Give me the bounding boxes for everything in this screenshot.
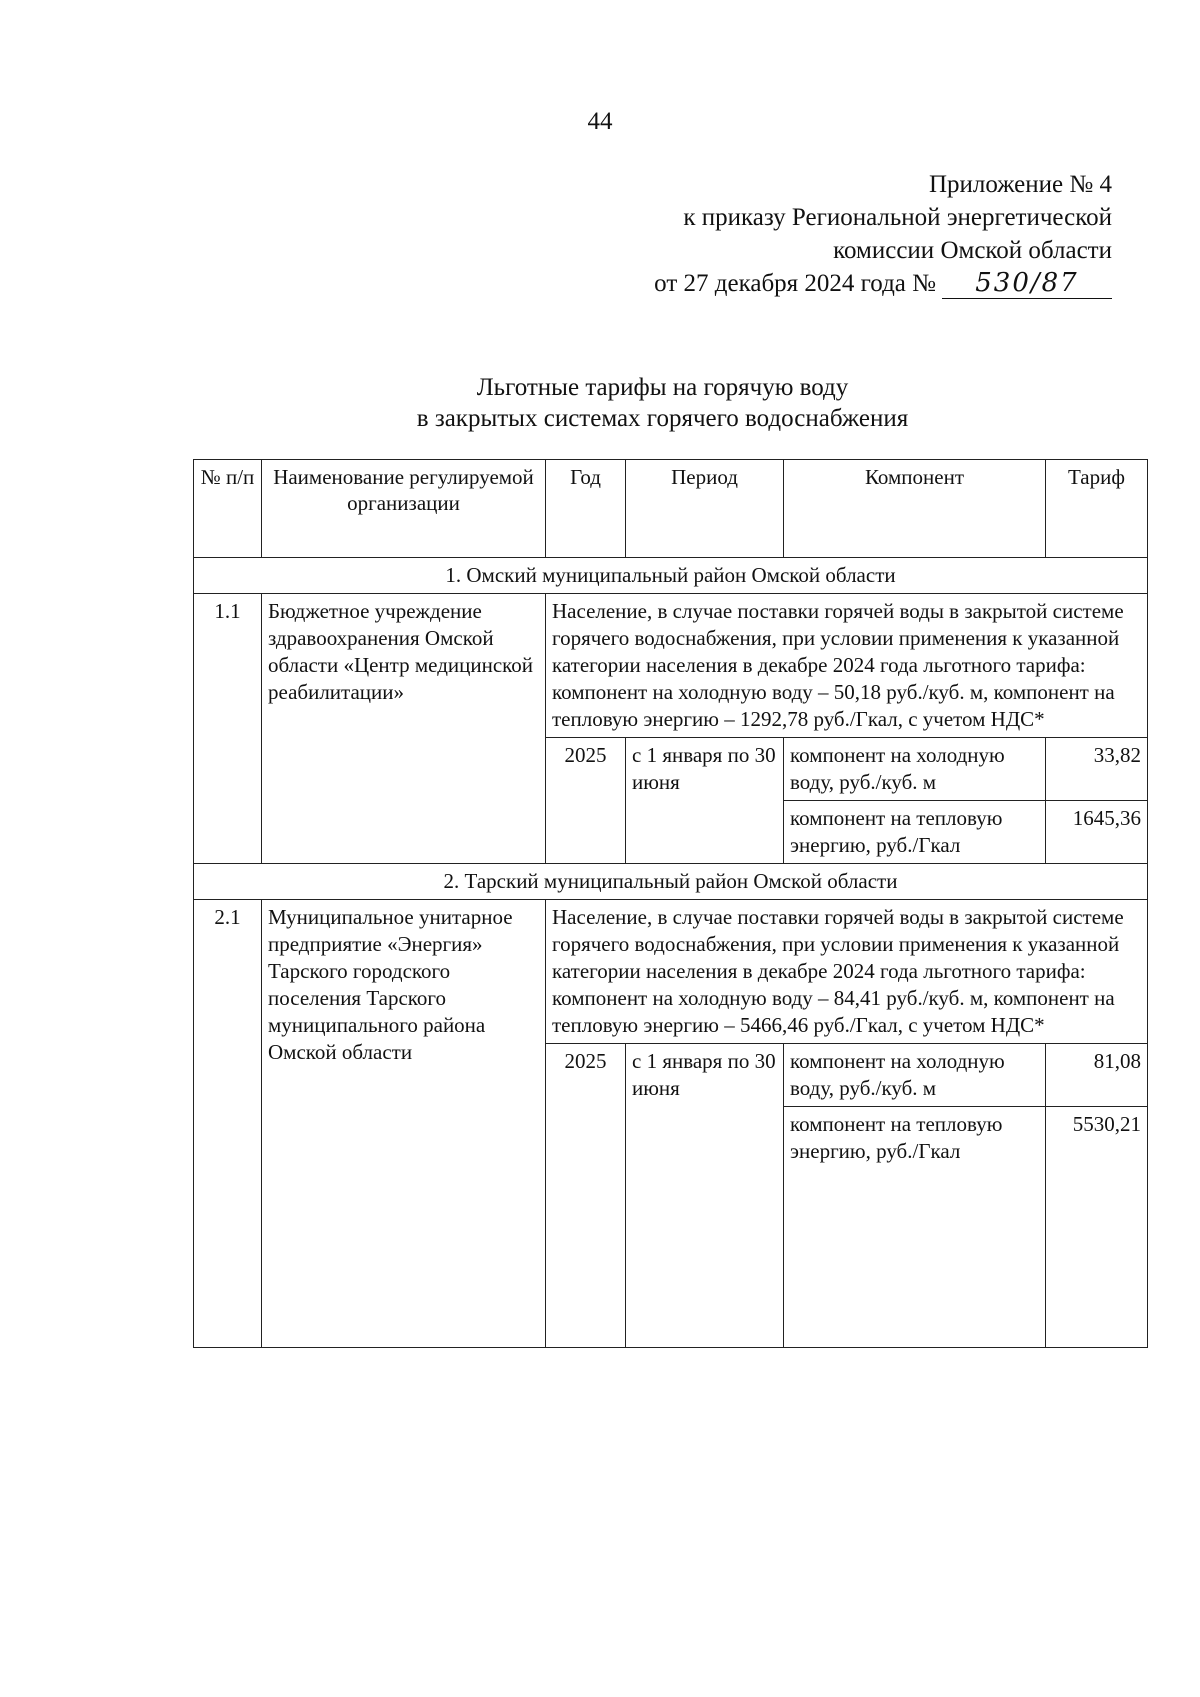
header-year: Год (546, 460, 626, 558)
period-cell: с 1 января по 30 июня (626, 1044, 784, 1348)
organization-name: Бюджетное учреждение здравоохранения Омской области «Центр медицинской реабилитации» (262, 594, 546, 864)
tariff-table (193, 459, 1148, 1348)
document-title-line-1: Льготные тарифы на горячую воду (476, 374, 849, 401)
year-cell: 2025 (546, 738, 626, 864)
tariff-value: 1645,36 (1046, 801, 1148, 864)
component-cell: компонент на тепловую энергию, руб./Гкал (784, 801, 1046, 864)
component-cell: компонент на холодную воду, руб./куб. м (784, 1044, 1046, 1107)
order-number-handwritten: 530/87 (942, 268, 1112, 299)
consumer-note: Население, в случае поставки горячей воды в закрытой системе горячего водоснабжения, при условии применения к указанной категории населения в декабре 2024 года льготного тарифа: компонент на холодную воду – 50,18 руб./куб. м, компонент на тепловую энергию – 1292,78 руб./Гкал, с учетом НДС* (546, 594, 1148, 738)
page-number: 44 (587, 108, 613, 135)
header-tariff: Тариф (1046, 460, 1148, 558)
section-title: 2. Тарский муниципальный район Омской области (194, 864, 1148, 900)
tariff-value: 5530,21 (1046, 1107, 1148, 1348)
header-period: Период (626, 460, 784, 558)
component-cell: компонент на холодную воду, руб./куб. м (784, 738, 1046, 801)
table-row (194, 594, 1148, 738)
header-component: Компонент (784, 460, 1046, 558)
year-cell: 2025 (546, 1044, 626, 1348)
tariff-value: 81,08 (1046, 1044, 1148, 1107)
tariff-value: 33,82 (1046, 738, 1148, 801)
period-cell: с 1 января по 30 июня (626, 738, 784, 864)
appendix-title: Приложение № 4 (928, 171, 1112, 198)
section-title: 1. Омский муниципальный район Омской области (194, 558, 1148, 594)
appendix-header (654, 168, 1112, 300)
component-cell: компонент на тепловую энергию, руб./Гкал (784, 1107, 1046, 1348)
section-row (194, 864, 1148, 900)
table-header-row (194, 460, 1148, 558)
table-row (194, 900, 1148, 1044)
row-number: 1.1 (194, 594, 262, 864)
appendix-commission: комиссии Омской области (833, 237, 1112, 264)
appendix-order-date (654, 267, 1112, 300)
document-title-line-2: в закрытых системах горячего водоснабжения (416, 405, 909, 432)
order-date-text: от 27 декабря 2024 года № (654, 270, 936, 297)
header-org: Наименование регулируемой организации (262, 460, 546, 558)
document-title (0, 372, 1200, 434)
row-number: 2.1 (194, 900, 262, 1348)
section-row (194, 558, 1148, 594)
organization-name: Муниципальное унитарное предприятие «Энергия» Тарского городского поселения Тарского муниципального района Омской области (262, 900, 546, 1348)
appendix-order-ref: к приказу Региональной энергетической (683, 204, 1112, 231)
header-num: № п/п (194, 460, 262, 558)
consumer-note: Население, в случае поставки горячей воды в закрытой системе горячего водоснабжения, при условии применения к указанной категории населения в декабре 2024 года льготного тарифа: компонент на холодную воду – 84,41 руб./куб. м, компонент на тепловую энергию – 5466,46 руб./Гкал, с учетом НДС* (546, 900, 1148, 1044)
